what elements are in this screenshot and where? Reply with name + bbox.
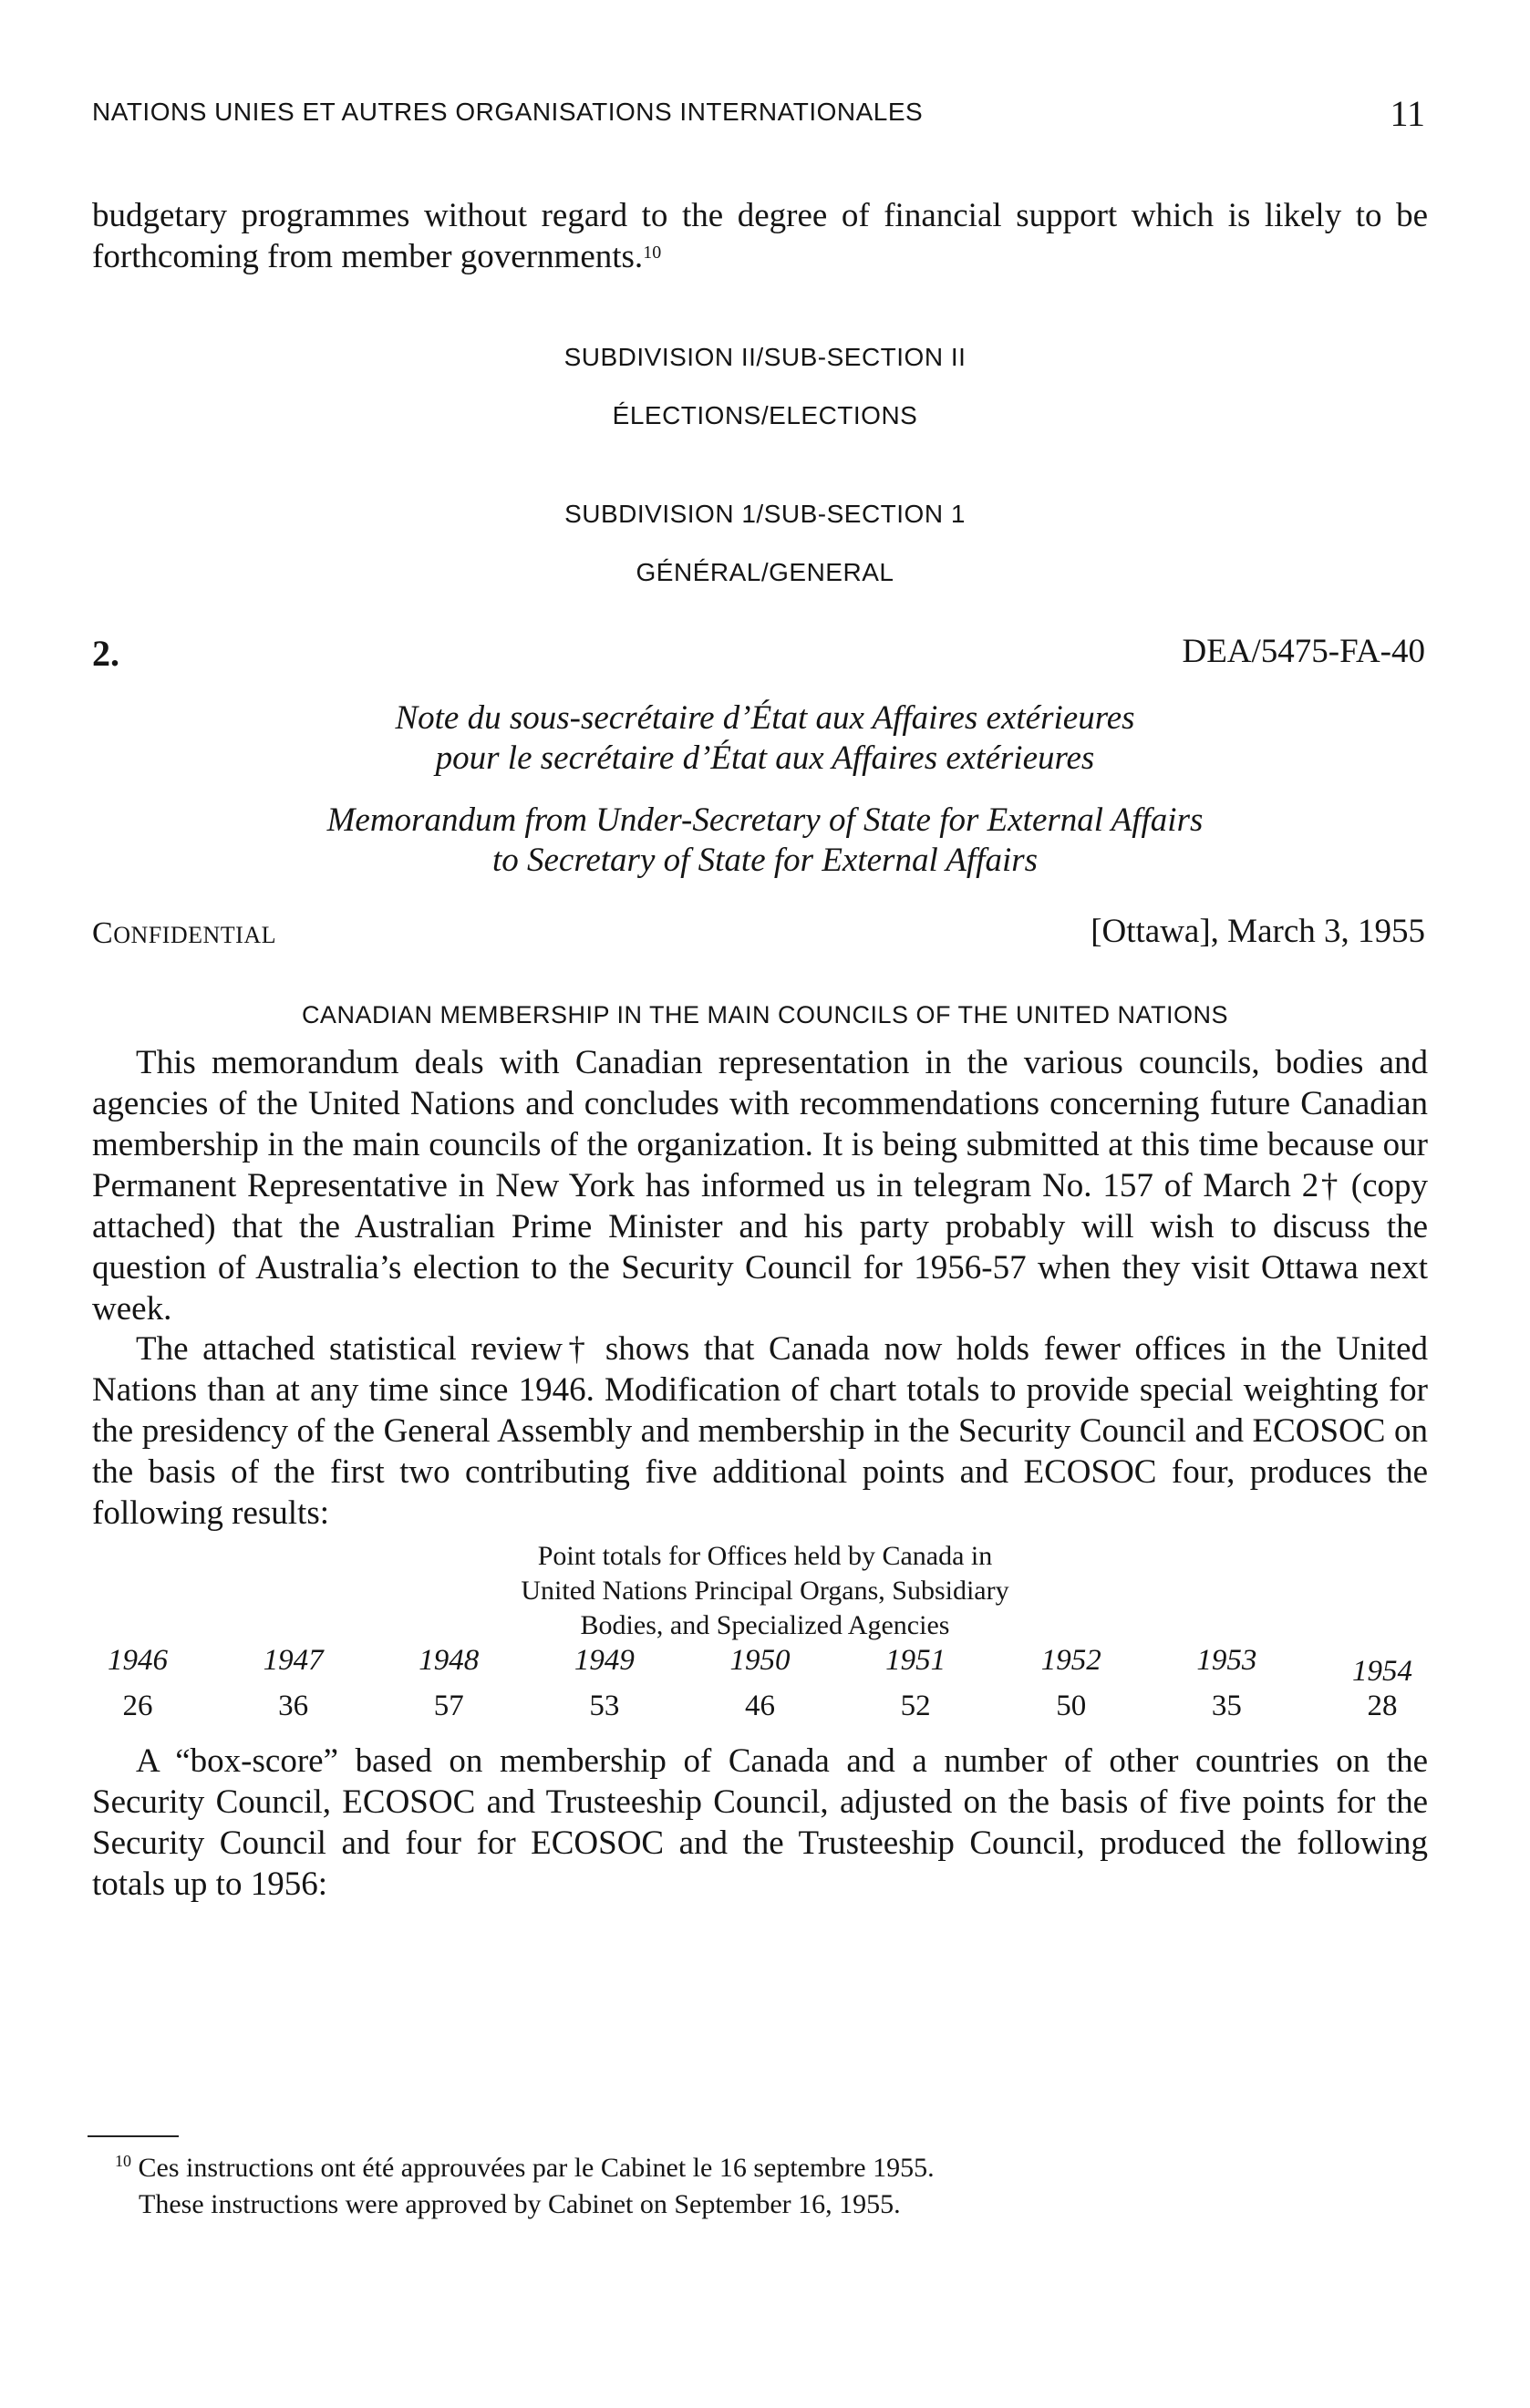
- footnote-line-french: [115, 2143, 1300, 2186]
- value-cell: 36: [278, 1690, 309, 1722]
- paragraph-3: A “box-score” based on membership of Canada and a number of other countries on the Security Council, ECOSOC and Trusteeship Council, adjusted on the basis of five points for the Security Council and four for ECOSOC and the Trusteeship Council, produced the following totals up to 1956:: [92, 1742, 1428, 1903]
- year-cell: 1951: [885, 1644, 946, 1677]
- year-cell: 1950: [729, 1644, 791, 1677]
- elections-heading: ÉLECTIONS/ELECTIONS: [612, 401, 918, 429]
- footnote-text-english: These instructions were approved by Cabinet on September 16, 1955.: [139, 2189, 901, 2219]
- table-value-row: [92, 1690, 1428, 1723]
- classification-rest: ONFIDENTIAL: [113, 922, 276, 948]
- title-french-line-2: pour le secrétaire d’État aux Affaires extérieures: [435, 739, 1095, 777]
- memo-subject: CANADIAN MEMBERSHIP IN THE MAIN COUNCILS OF THE UNITED NATIONS: [301, 1001, 1229, 1028]
- title-english-line-2: to Secretary of State for External Affairs: [491, 842, 1039, 879]
- value-cell: 35: [1211, 1690, 1242, 1722]
- value-cell: 26: [122, 1690, 153, 1722]
- title-french-line-1: Note du sous-secrétaire d’État aux Affaires extérieures: [395, 699, 1135, 737]
- year-cell: 1947: [263, 1644, 324, 1677]
- year-cell: 1953: [1196, 1644, 1257, 1677]
- value-cell: 50: [1056, 1690, 1087, 1722]
- title-english-line-1: Memorandum from Under-Secretary of State for External Affairs: [326, 801, 1204, 839]
- year-cell: 1948: [419, 1644, 480, 1677]
- year-cell: 1949: [574, 1644, 635, 1677]
- paragraph-1: This memorandum deals with Canadian representation in the various councils, bodies and agencies of the United Nations and concludes with recommendations concerning future Canadian membership in the main councils of the organization. It is being submitted at this time because our Permanent Representative in New York has informed us in telegram No. 157 of March 2† (copy attached) that the Australian Prime Minister and his party probably will wish to discuss the question of Australia’s election to the Security Council for 1956-57 when they visit Ottawa next week.: [92, 1044, 1428, 1328]
- value-cell: 28: [1367, 1690, 1398, 1722]
- intro-text: budgetary programmes without regard to the degree of financial support which is likely to be forthcoming from member governments.: [92, 197, 1428, 275]
- year-cell: 1952: [1040, 1644, 1101, 1677]
- dateline: [Ottawa], March 3, 1955: [1091, 913, 1425, 950]
- value-cell: 52: [900, 1690, 931, 1722]
- classification-initial: C: [92, 916, 114, 950]
- footnote-marker: 10: [115, 2152, 131, 2170]
- table-caption-line-2: United Nations Principal Organs, Subsidiary: [521, 1576, 1009, 1606]
- year-cell: 1954: [1352, 1655, 1412, 1688]
- value-cell: 53: [589, 1690, 620, 1722]
- footnote-reference: 10: [643, 243, 662, 263]
- general-heading: GÉNÉRAL/GENERAL: [636, 558, 894, 586]
- footnote: [115, 2143, 1300, 2223]
- document-reference: DEA/5475-FA-40: [1182, 633, 1425, 670]
- page-number: 11: [1390, 93, 1425, 134]
- value-cell: 46: [745, 1690, 775, 1722]
- table-caption-line-3: Bodies, and Specialized Agencies: [580, 1610, 950, 1640]
- table-year-row: [92, 1644, 1428, 1688]
- intro-paragraph: [92, 195, 1428, 277]
- paragraph-2: The attached statistical review† shows that Canada now holds fewer offices in the United Nations than at any time since 1946. Modification of chart totals to provide special weighting for the presidency of the General Assembly and membership in the Security Council and ECOSOC on the basis of the first two contributing five additional points and ECOSOC four, produces the following results:: [92, 1330, 1428, 1532]
- table-caption-line-1: Point totals for Offices held by Canada in: [537, 1541, 993, 1571]
- subdivision-1-heading: SUBDIVISION 1/SUB-SECTION 1: [564, 500, 966, 528]
- value-cell: 57: [433, 1690, 464, 1722]
- footnote-text-french: Ces instructions ont été approuvées par le Cabinet le 16 septembre 1955.: [138, 2153, 935, 2183]
- table-caption: [0, 1539, 1530, 1643]
- running-header: NATIONS UNIES ET AUTRES ORGANISATIONS INTERNATIONALES: [92, 98, 924, 126]
- subdivision-2-heading: SUBDIVISION II/SUB-SECTION II: [563, 343, 967, 371]
- classification-label: [92, 916, 276, 951]
- footnote-divider: [88, 2135, 179, 2137]
- year-cell: 1946: [108, 1644, 168, 1677]
- document-number: 2.: [92, 633, 119, 674]
